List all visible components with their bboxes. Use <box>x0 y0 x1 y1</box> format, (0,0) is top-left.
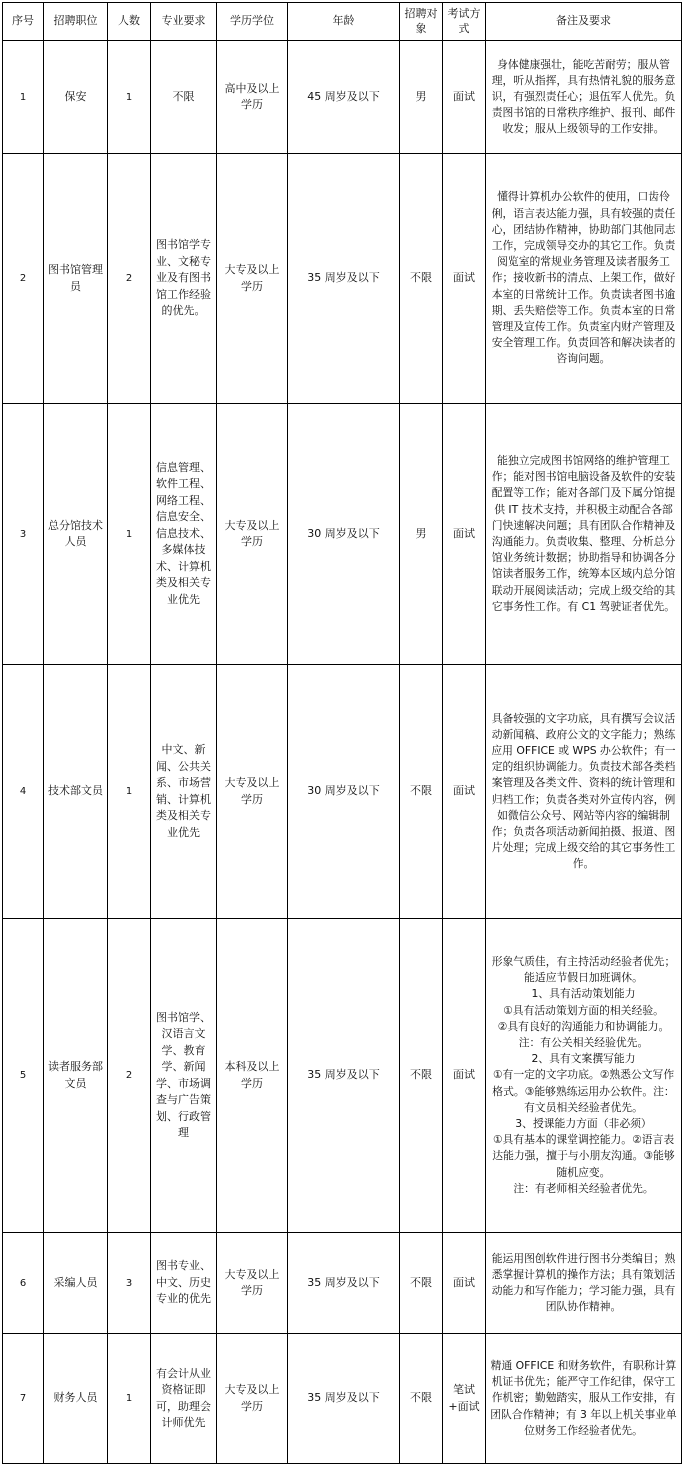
cell-notes <box>486 665 682 919</box>
cell-major: 不限 <box>151 41 217 154</box>
cell-age: 35 周岁及以下 <box>288 919 400 1233</box>
table-row <box>3 41 682 154</box>
header-seq: 序号 <box>3 3 44 41</box>
note-line: ①具有基本的课堂调控能力。②语言表达能力强，擅于与小朋友沟通。③能够随机应变。 <box>492 1133 675 1179</box>
cell-seq: 3 <box>3 404 44 665</box>
cell-exam: 面试 <box>443 1233 486 1334</box>
note-line: 2、具有文案撰写能力 <box>531 1052 636 1066</box>
cell-education: 大专及以上学历 <box>217 1334 288 1464</box>
cell-target: 不限 <box>400 919 443 1233</box>
header-notes: 备注及要求 <box>486 3 682 41</box>
table-row <box>3 919 682 1233</box>
cell-position: 图书馆管理员 <box>44 154 108 404</box>
cell-exam: 面试 <box>443 665 486 919</box>
cell-target: 不限 <box>400 665 443 919</box>
cell-education: 大专及以上学历 <box>217 154 288 404</box>
cell-major: 信息管理、软件工程、网络工程、信息安全、信息技术、多媒体技术、计算机类及相关专业优先 <box>151 404 217 665</box>
note-line: 形象气质佳，有主持活动经验者优先；能适应节假日加班调休。 <box>491 955 676 985</box>
cell-headcount: 3 <box>108 1233 151 1334</box>
cell-notes <box>486 154 682 404</box>
cell-position: 总分馆技术人员 <box>44 404 108 665</box>
note-line: 懂得计算机办公软件的使用，口齿伶俐，语言表达能力强，具有较强的责任心，团结协作精神，协助部门其他同志工作，完成领导交办的其它工作。负责阅览室的常规业务管理及读者服务工作；接收新书的清点、上架工作，做好本室的日常统计工作。负责读者图书逾期、丢失赔偿等工作。负责本室的日常管理及宣传工作。负责室内财产管理及安全管理工作。负责回答和解决读者的咨询问题。 <box>491 190 676 366</box>
cell-headcount: 2 <box>108 154 151 404</box>
header-row <box>3 3 682 41</box>
table-row <box>3 1233 682 1334</box>
cell-exam: 笔试+面试 <box>443 1334 486 1464</box>
cell-headcount: 1 <box>108 665 151 919</box>
cell-position: 技术部文员 <box>44 665 108 919</box>
cell-education: 大专及以上学历 <box>217 665 288 919</box>
cell-age: 30 周岁及以下 <box>288 404 400 665</box>
note-line: ①有一定的文字功底。②熟悉公文写作格式。③能够熟练运用办公软件。注：有文员相关经验者优先。 <box>492 1068 675 1114</box>
header-headcount: 人数 <box>108 3 151 41</box>
cell-major: 图书专业、中文、历史专业的优先 <box>151 1233 217 1334</box>
cell-headcount: 2 <box>108 919 151 1233</box>
cell-major: 图书馆学、汉语言文学、教育学、新闻学、市场调查与广告策划、行政管理 <box>151 919 217 1233</box>
cell-target: 不限 <box>400 1334 443 1464</box>
header-exam: 考试方式 <box>443 3 486 41</box>
note-line: 身体健康强壮，能吃苦耐劳；服从管理，听从指挥，具有热情礼貌的服务意识，有强烈责任心；退伍军人优先。负责图书馆的日常秩序维护、报刊、邮件收发；服从上级领导的工作安排。 <box>491 57 676 136</box>
cell-headcount: 1 <box>108 41 151 154</box>
note-line: ②具有良好的沟通能力和协调能力。注：有公关相关经验优先。 <box>497 1019 670 1050</box>
note-line: 能运用图创软件进行图书分类编目；熟悉掌握计算机的操作方法；具有策划活动能力和写作能力；学习能力强，具有团队协作精神。 <box>491 1251 676 1314</box>
recruitment-table <box>2 2 682 1464</box>
header-target: 招聘对象 <box>400 3 443 41</box>
cell-position: 读者服务部文员 <box>44 919 108 1233</box>
note-line: 具备较强的文字功底，具有撰写会议活动新闻稿、政府公文的文字能力；熟练应用 OFFICE 或 WPS 办公软件；有一定的组织协调能力。负责技术部各类档案管理及各类文件、资料的统计管理和归档工作；负责各类对外宣传内容，例如微信公众号、网站等内容的编辑制作；负责各项活动新闻拍摄、报道、图片处理；完成上级交给的其它事务性工作。 <box>491 711 676 871</box>
cell-seq: 5 <box>3 919 44 1233</box>
header-age: 年龄 <box>288 3 400 41</box>
cell-seq: 6 <box>3 1233 44 1334</box>
note-line: 精通 OFFICE 和财务软件，有职称计算机证书优先；能严守工作纪律，保守工作机密；勤勉踏实，服从工作安排，有团队合作精神；有 3 年以上机关事业单位财务工作经验者优先。 <box>490 1359 677 1437</box>
cell-target: 男 <box>400 41 443 154</box>
cell-major: 图书馆学专业、文秘专业及有图书馆工作经验的优先。 <box>151 154 217 404</box>
cell-headcount: 1 <box>108 404 151 665</box>
note-line: 3、授课能力方面（非必须） <box>515 1116 652 1130</box>
cell-education: 本科及以上学历 <box>217 919 288 1233</box>
cell-age: 35 周岁及以下 <box>288 154 400 404</box>
table-row <box>3 665 682 919</box>
cell-target: 男 <box>400 404 443 665</box>
cell-notes <box>486 919 682 1233</box>
cell-major: 有会计从业资格证即可，助理会计师优先 <box>151 1334 217 1464</box>
cell-major: 中文、新闻、公共关系、市场营销、计算机类及相关专业优先 <box>151 665 217 919</box>
table-body <box>3 41 682 1464</box>
cell-target: 不限 <box>400 154 443 404</box>
cell-exam: 面试 <box>443 919 486 1233</box>
header-education: 学历学位 <box>217 3 288 41</box>
cell-education: 高中及以上学历 <box>217 41 288 154</box>
cell-age: 35 周岁及以下 <box>288 1334 400 1464</box>
cell-exam: 面试 <box>443 404 486 665</box>
cell-position: 保安 <box>44 41 108 154</box>
cell-seq: 4 <box>3 665 44 919</box>
cell-education: 大专及以上学历 <box>217 1233 288 1334</box>
cell-notes <box>486 1233 682 1334</box>
header-position: 招聘职位 <box>44 3 108 41</box>
cell-education: 大专及以上学历 <box>217 404 288 665</box>
cell-age: 45 周岁及以下 <box>288 41 400 154</box>
note-line: ①具有活动策划方面的相关经验。 <box>503 1003 664 1017</box>
cell-seq: 1 <box>3 41 44 154</box>
cell-position: 采编人员 <box>44 1233 108 1334</box>
cell-notes <box>486 404 682 665</box>
table-row <box>3 404 682 665</box>
cell-seq: 2 <box>3 154 44 404</box>
table-row <box>3 1334 682 1464</box>
cell-notes <box>486 41 682 154</box>
cell-exam: 面试 <box>443 41 486 154</box>
cell-headcount: 1 <box>108 1334 151 1464</box>
note-line: 能独立完成图书馆网络的维护管理工作；能对图书馆电脑设备及软件的安装配置等工作；能对各部门及下属分馆提供 IT 技术支持，并积极主动配合各部门快速解决问题；具有团队合作精神及沟通能力。负责收集、整理、分析总分馆业务统计数据；协助指导和协调各分馆读者服务工作，统筹本区域内总分馆联动开展阅读活动；完成上级交给的其它事务性工作。有 C1 驾驶证者优先。 <box>491 454 676 613</box>
cell-notes <box>486 1334 682 1464</box>
table-row <box>3 154 682 404</box>
cell-target: 不限 <box>400 1233 443 1334</box>
cell-exam: 面试 <box>443 154 486 404</box>
cell-age: 30 周岁及以下 <box>288 665 400 919</box>
header-major: 专业要求 <box>151 3 217 41</box>
cell-age: 35 周岁及以下 <box>288 1233 400 1334</box>
note-line: 注：有老师相关经验者优先。 <box>513 1181 654 1195</box>
cell-seq: 7 <box>3 1334 44 1464</box>
cell-position: 财务人员 <box>44 1334 108 1464</box>
note-line: 1、具有活动策划能力 <box>531 987 636 1001</box>
